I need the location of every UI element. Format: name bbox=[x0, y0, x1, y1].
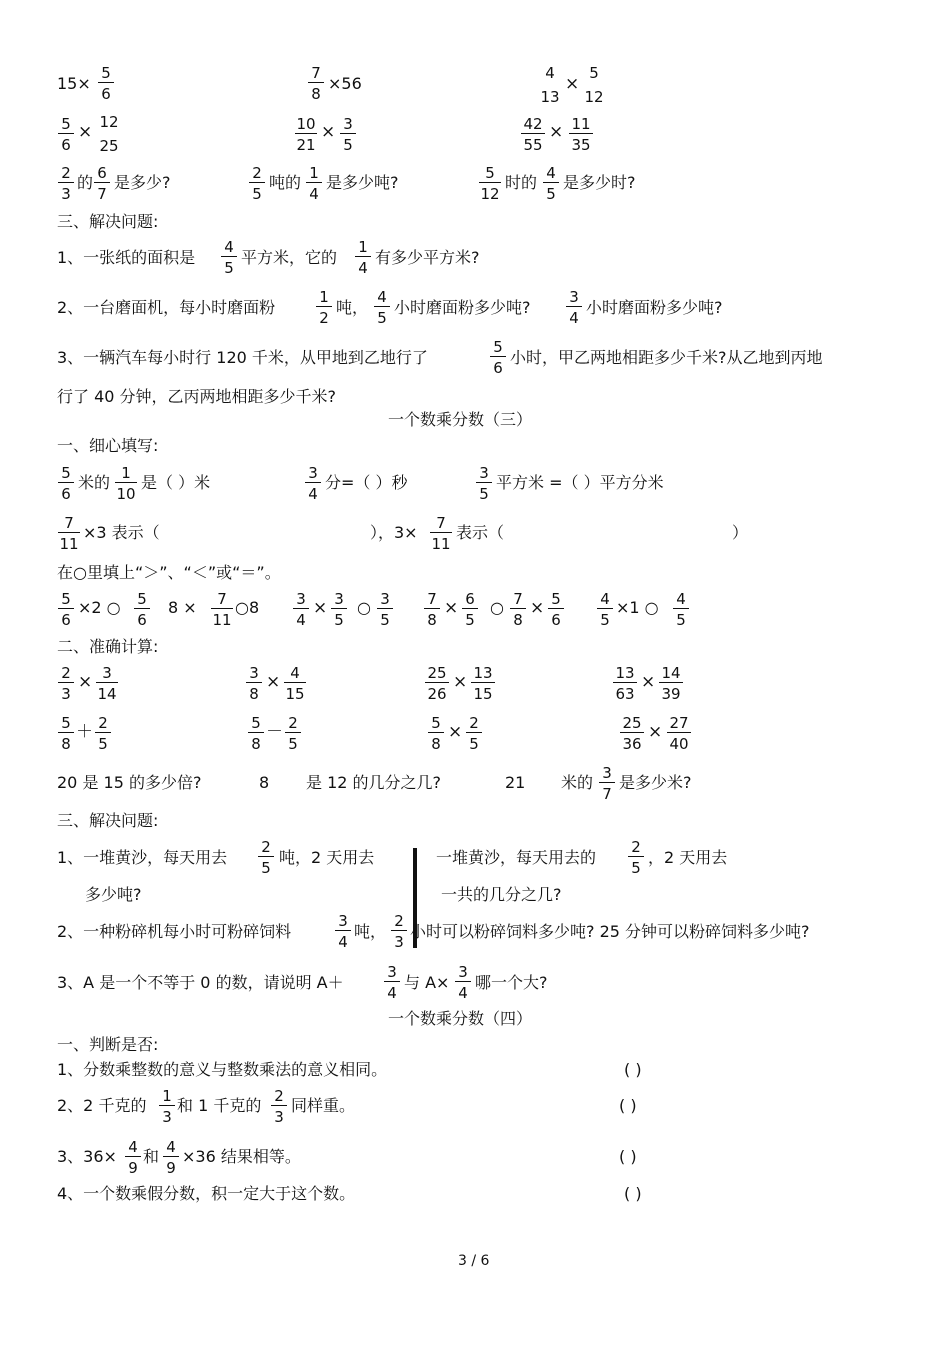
answer-paren[interactable]: ( ) bbox=[619, 1096, 637, 1115]
fraction: 5 12 bbox=[584, 64, 604, 106]
times-sign: × bbox=[549, 122, 564, 142]
expr-text: 吨的 bbox=[269, 173, 302, 192]
question-text: 米的 bbox=[561, 773, 594, 792]
compare-circle[interactable]: ○ bbox=[357, 598, 371, 617]
times-sign: × bbox=[453, 672, 468, 692]
lesson-title: 一个数乘分数（三） bbox=[388, 410, 533, 429]
fraction: $\frac{2}{5}$ bbox=[285, 714, 301, 753]
fraction: $\frac{25}{36}$ bbox=[620, 714, 644, 753]
compare-circle[interactable]: ○ bbox=[490, 598, 504, 617]
times-sign: × bbox=[266, 672, 281, 692]
fraction: $\frac{10}{21}$ bbox=[296, 115, 316, 154]
fill-text: 是（ ）米 bbox=[141, 473, 211, 492]
fraction: $\frac{3}{4}$ bbox=[566, 288, 582, 327]
problem-text: 3、一辆汽车每小时行 120 千米，从甲地到乙地行了 bbox=[57, 348, 428, 367]
fraction: $\frac{3}{4}$ bbox=[455, 963, 471, 1002]
times-sign: × bbox=[313, 598, 328, 618]
fraction: $\frac{2}{3}$ bbox=[391, 912, 407, 951]
expr-text: 15× bbox=[57, 74, 91, 93]
fraction: $\frac{3}{5}$ bbox=[340, 115, 356, 154]
problem-text: 小时，甲乙两地相距多少千米?从乙地到丙地 bbox=[510, 348, 823, 367]
question-text: 8 bbox=[259, 773, 270, 792]
fraction: $\frac{6}{5}$ bbox=[462, 590, 478, 629]
judge-item: ×36 结果相等。 bbox=[182, 1147, 301, 1166]
problem-text: 一堆黄沙，每天用去的 bbox=[436, 848, 597, 867]
problem-text: 1、一张纸的面积是 bbox=[57, 248, 196, 267]
fraction: $\frac{13}{63}$ bbox=[613, 664, 637, 703]
problem-text: 平方米，它的 bbox=[241, 248, 338, 267]
problem-text: 一共的几分之几? bbox=[441, 885, 562, 904]
problem-text: 小时磨面粉多少吨? bbox=[394, 298, 531, 317]
times-sign: × bbox=[530, 598, 545, 618]
fraction: $\frac{5}{12}$ bbox=[480, 164, 500, 203]
problem-text: 多少吨? bbox=[85, 885, 142, 904]
answer-paren[interactable]: ( ) bbox=[619, 1147, 637, 1166]
fraction: $\frac{14}{39}$ bbox=[659, 664, 683, 703]
expr-text: 的 bbox=[77, 173, 94, 192]
fraction: $\frac{4}{5}$ bbox=[374, 288, 390, 327]
fraction: $\frac{3}{5}$ bbox=[476, 464, 492, 503]
fill-text: 平方米 =（ ）平方分米 bbox=[496, 473, 664, 492]
minus-sign: － bbox=[266, 722, 283, 742]
fraction: $\frac{5}{6}$ bbox=[58, 115, 74, 154]
problem-text: 哪一个大? bbox=[475, 973, 548, 992]
compare-text: ×2 ○ bbox=[78, 598, 121, 617]
answer-paren[interactable]: ( ) bbox=[624, 1060, 642, 1079]
judge-item: 同样重。 bbox=[291, 1096, 356, 1115]
expr-text: 时的 bbox=[505, 173, 538, 192]
fraction: $\frac{4}{5}$ bbox=[221, 238, 237, 277]
fraction: $\frac{3}{4}$ bbox=[335, 912, 351, 951]
fraction: $\frac{25}{26}$ bbox=[425, 664, 449, 703]
fraction: $\frac{5}{6}$ bbox=[58, 590, 74, 629]
problem-text: ，2 天用去 bbox=[648, 848, 728, 867]
compare-text: ○8 bbox=[235, 598, 260, 617]
answer-paren[interactable]: ( ) bbox=[624, 1184, 642, 1203]
fraction: $\frac{5}{6}$ bbox=[134, 590, 150, 629]
fraction: $\frac{1}{2}$ bbox=[316, 288, 332, 327]
fraction: $\frac{5}{6}$ bbox=[548, 590, 564, 629]
fraction: $\frac{2}{3}$ bbox=[58, 164, 74, 203]
fraction: $\frac{11}{35}$ bbox=[569, 115, 593, 154]
plus-sign: ＋ bbox=[76, 722, 93, 742]
compare-text: ×1 ○ bbox=[616, 598, 659, 617]
problem-text: 吨， bbox=[354, 922, 387, 941]
fraction: $\frac{3}{7}$ bbox=[599, 764, 615, 803]
fraction: $\frac{2}{3}$ bbox=[271, 1087, 287, 1126]
fill-text: 分=（ ）秒 bbox=[325, 473, 408, 492]
fraction: $\frac{4}{15}$ bbox=[285, 664, 305, 703]
fraction: $\frac{3}{8}$ bbox=[246, 664, 262, 703]
section-heading: 一、细心填写: bbox=[57, 436, 159, 455]
problem-text: 小时磨面粉多少吨? bbox=[586, 298, 723, 317]
compare-text: 8 × bbox=[168, 598, 197, 617]
fraction: $\frac{4}{5}$ bbox=[543, 164, 559, 203]
judge-item: 3、36× bbox=[57, 1147, 117, 1166]
fraction: $\frac{3}{5}$ bbox=[331, 590, 347, 629]
fraction: $\frac{42}{55}$ bbox=[521, 115, 545, 154]
times-sign: × bbox=[321, 122, 336, 142]
fill-text: 米的 bbox=[78, 473, 111, 492]
fraction: 12 25 bbox=[99, 113, 119, 155]
fraction: $\frac{4}{9}$ bbox=[163, 1138, 179, 1177]
fraction: $\frac{4}{5}$ bbox=[673, 590, 689, 629]
times-sign: × bbox=[444, 598, 459, 618]
fraction: $\frac{2}{3}$ bbox=[58, 664, 74, 703]
fraction: $\frac{1}{4}$ bbox=[306, 164, 322, 203]
fraction: $\frac{7}{8}$ bbox=[308, 64, 324, 103]
fraction: $\frac{5}{8}$ bbox=[248, 714, 264, 753]
section-heading: 三、解决问题: bbox=[57, 212, 159, 231]
problem-text: 行了 40 分钟，乙丙两地相距多少千米? bbox=[57, 387, 337, 406]
fraction: $\frac{3}{4}$ bbox=[384, 963, 400, 1002]
problem-text: 吨， bbox=[336, 298, 369, 317]
problem-text: 2、一台磨面机，每小时磨面粉 bbox=[57, 298, 276, 317]
judge-item: 1、分数乘整数的意义与整数乘法的意义相同。 bbox=[57, 1060, 388, 1079]
fraction: $\frac{5}{8}$ bbox=[58, 714, 74, 753]
fraction: $\frac{4}{5}$ bbox=[597, 590, 613, 629]
instruction-text: 在○里填上“＞”、“＜”或“＝”。 bbox=[57, 563, 281, 582]
problem-text: 1、一堆黄沙，每天用去 bbox=[57, 848, 228, 867]
fraction: $\frac{2}{5}$ bbox=[249, 164, 265, 203]
fraction: $\frac{5}{6}$ bbox=[98, 64, 114, 103]
problem-text: 2、一种粉碎机每小时可粉碎饲料 bbox=[57, 922, 292, 941]
section-heading: 二、准确计算: bbox=[57, 637, 159, 656]
problem-text: 小时可以粉碎饲料多少吨? 25 分钟可以粉碎饲料多少吨? bbox=[410, 922, 810, 941]
fraction: $\frac{1}{3}$ bbox=[159, 1087, 175, 1126]
fraction: $\frac{5}{6}$ bbox=[490, 338, 506, 377]
times-sign: × bbox=[641, 672, 656, 692]
fraction: $\frac{5}{6}$ bbox=[58, 464, 74, 503]
fraction: $\frac{2}{5}$ bbox=[628, 838, 644, 877]
fraction: $\frac{3}{5}$ bbox=[377, 590, 393, 629]
fraction: $\frac{4}{9}$ bbox=[125, 1138, 141, 1177]
times-sign: × bbox=[78, 672, 93, 692]
fill-text: ），3× bbox=[370, 523, 418, 542]
fraction: $\frac{2}{5}$ bbox=[95, 714, 111, 753]
times-sign: × bbox=[78, 122, 93, 142]
fraction: $\frac{3}{4}$ bbox=[293, 590, 309, 629]
times-sign: × bbox=[648, 722, 663, 742]
expr-text: 是多少? bbox=[114, 173, 171, 192]
fraction: $\frac{3}{4}$ bbox=[305, 464, 321, 503]
fraction: $\frac{6}{7}$ bbox=[94, 164, 110, 203]
fraction: $\frac{2}{5}$ bbox=[258, 838, 274, 877]
times-sign: × bbox=[448, 722, 463, 742]
fraction: $\frac{7}{11}$ bbox=[59, 514, 79, 553]
fraction: $\frac{7}{11}$ bbox=[431, 514, 451, 553]
fraction: $\frac{3}{14}$ bbox=[97, 664, 117, 703]
expr-text: 是多少时? bbox=[563, 173, 636, 192]
problem-text: 有多少平方米? bbox=[375, 248, 480, 267]
fill-text: ） bbox=[732, 523, 749, 542]
fraction: $\frac{7}{11}$ bbox=[212, 590, 232, 629]
section-heading: 一、判断是否: bbox=[57, 1035, 159, 1054]
expr-text: 是多少吨? bbox=[326, 173, 399, 192]
fill-text: 表示（ bbox=[456, 523, 505, 542]
fraction: $\frac{1}{10}$ bbox=[116, 464, 136, 503]
fill-text: ×3 表示（ bbox=[83, 523, 160, 542]
judge-item: 和 1 千克的 bbox=[177, 1096, 262, 1115]
lesson-title: 一个数乘分数（四） bbox=[388, 1009, 533, 1028]
question-text: 21 bbox=[505, 773, 526, 792]
judge-item: 和 bbox=[143, 1147, 160, 1166]
problem-text: 3、A 是一个不等于 0 的数，请说明 A＋ bbox=[57, 973, 344, 992]
fraction: $\frac{1}{4}$ bbox=[355, 238, 371, 277]
judge-item: 2、2 千克的 bbox=[57, 1096, 147, 1115]
fraction: $\frac{5}{8}$ bbox=[428, 714, 444, 753]
expr-text: ×56 bbox=[328, 74, 362, 93]
question-text: 是 12 的几分之几? bbox=[306, 773, 442, 792]
page-number: 3 / 6 bbox=[458, 1253, 490, 1269]
problem-text: 与 A× bbox=[404, 973, 450, 992]
fraction: 4 13 bbox=[540, 64, 560, 106]
fraction: $\frac{2}{5}$ bbox=[466, 714, 482, 753]
fraction: $\frac{13}{15}$ bbox=[471, 664, 495, 703]
problem-text: 吨，2 天用去 bbox=[279, 848, 375, 867]
fraction: $\frac{7}{8}$ bbox=[510, 590, 526, 629]
question-text: 是多少米? bbox=[619, 773, 692, 792]
fraction: $\frac{27}{40}$ bbox=[667, 714, 691, 753]
question-text: 20 是 15 的多少倍? bbox=[57, 773, 202, 792]
times-sign: × bbox=[565, 74, 580, 94]
section-heading: 三、解决问题: bbox=[57, 811, 159, 830]
judge-item: 4、一个数乘假分数，积一定大于这个数。 bbox=[57, 1184, 356, 1203]
fraction: $\frac{7}{8}$ bbox=[424, 590, 440, 629]
